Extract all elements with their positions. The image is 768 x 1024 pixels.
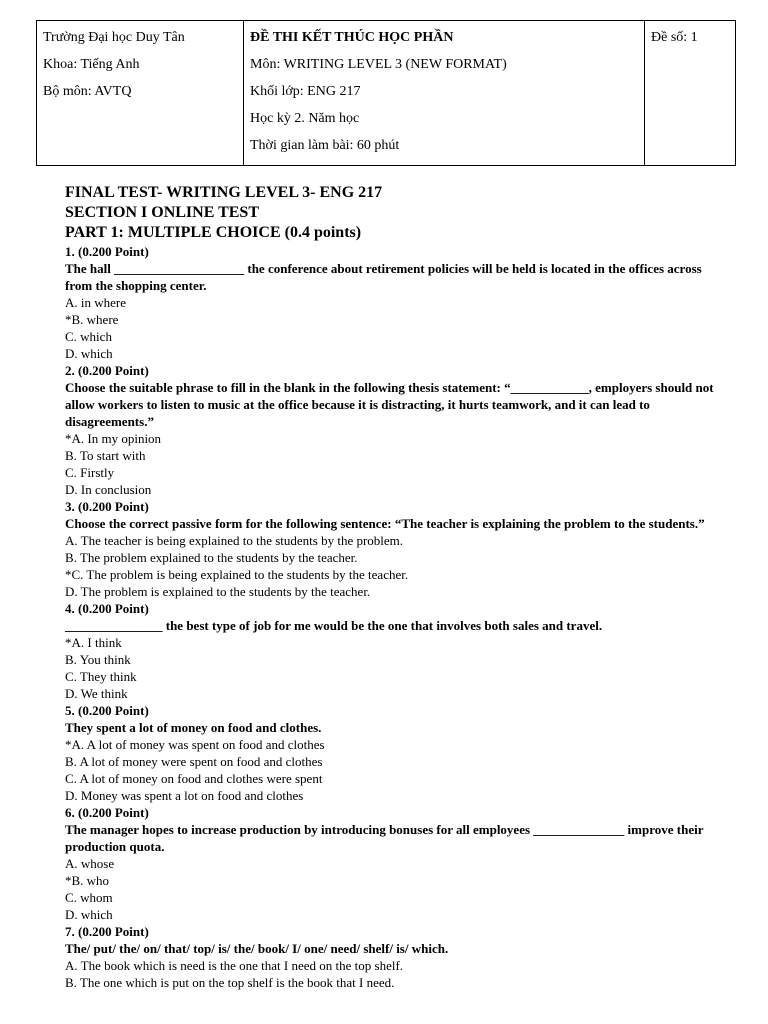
answer-option: B. The one which is put on the top shelf is the book that I need.: [65, 975, 395, 990]
exam-info-cell: [244, 21, 645, 166]
answer-option: *A. I think: [65, 635, 122, 650]
answer-option: *B. where: [65, 312, 119, 327]
exam-code: Đề số: 1: [651, 30, 698, 45]
question-number: 1. (0.200 Point): [65, 244, 149, 259]
answer-option: B. To start with: [65, 448, 146, 463]
institution-cell: [37, 21, 244, 166]
question-2: [65, 362, 725, 498]
answer-option: A. whose: [65, 856, 115, 871]
semester-line: Học kỳ 2. Năm học: [250, 111, 360, 126]
answer-option: A. The teacher is being explained to the students by the problem.: [65, 533, 404, 548]
question-text: They spent a lot of money on food and clothes.: [65, 720, 322, 735]
question-3: [65, 498, 725, 600]
faculty-name: Khoa: Tiếng Anh: [43, 57, 140, 72]
answer-option: D. In conclusion: [65, 482, 152, 497]
question-text: The/ put/ the/ on/ that/ top/ is/ the/ book/ I/ one/ need/ shelf/ is/ which.: [65, 941, 449, 956]
test-title: FINAL TEST- WRITING LEVEL 3- ENG 217: [65, 184, 383, 201]
department-name: Bộ môn: AVTQ: [43, 84, 132, 99]
question-number: 3. (0.200 Point): [65, 499, 149, 514]
answer-option: C. Firstly: [65, 465, 115, 480]
question-4: [65, 600, 725, 702]
exam-content: [65, 183, 725, 991]
exam-header-table: [36, 20, 736, 166]
answer-option: B. The problem explained to the students by the teacher.: [65, 550, 358, 565]
answer-option: *B. who: [65, 873, 110, 888]
answer-option: *C. The problem is being explained to the students by the teacher.: [65, 567, 409, 582]
answer-option: C. They think: [65, 669, 137, 684]
answer-option: C. which: [65, 329, 112, 344]
answer-option: D. which: [65, 346, 113, 361]
answer-option: A. in where: [65, 295, 127, 310]
question-number: 2. (0.200 Point): [65, 363, 149, 378]
answer-option: C. A lot of money on food and clothes were spent: [65, 771, 323, 786]
question-text: _______________ the best type of job for me would be the one that involves both sales and travel.: [65, 618, 603, 633]
answer-option: *A. A lot of money was spent on food and clothes: [65, 737, 325, 752]
answer-option: C. whom: [65, 890, 113, 905]
answer-option: *A. In my opinion: [65, 431, 162, 446]
question-text: Choose the suitable phrase to fill in the blank in the following thesis statement: “____________, employers should not allow workers to listen to music at the office because it is distracting, it hurts teamwork, and it can lead to disagreements.”: [65, 380, 714, 429]
question-1: [65, 243, 725, 362]
answer-option: B. You think: [65, 652, 131, 667]
answer-option: B. A lot of money were spent on food and clothes: [65, 754, 323, 769]
question-number: 5. (0.200 Point): [65, 703, 149, 718]
question-5: [65, 702, 725, 804]
exam-code-cell: [645, 21, 736, 166]
answer-option: D. Money was spent a lot on food and clothes: [65, 788, 304, 803]
question-text: The manager hopes to increase production by introducing bonuses for all employees ______________ improve their production quota.: [65, 822, 704, 854]
class-line: Khối lớp: ENG 217: [250, 84, 361, 99]
answer-option: D. We think: [65, 686, 128, 701]
question-number: 6. (0.200 Point): [65, 805, 149, 820]
question-text: The hall ____________________ the conference about retirement policies will be held is located in the offices across from the shopping center.: [65, 261, 702, 293]
question-7: [65, 923, 725, 991]
duration-line: Thời gian làm bài: 60 phút: [250, 138, 400, 153]
section-title: SECTION I ONLINE TEST: [65, 204, 259, 221]
answer-option: D. The problem is explained to the students by the teacher.: [65, 584, 371, 599]
exam-heading: ĐỀ THI KẾT THÚC HỌC PHẦN: [250, 30, 454, 45]
answer-option: A. The book which is need is the one that I need on the top shelf.: [65, 958, 404, 973]
question-6: [65, 804, 725, 923]
question-text: Choose the correct passive form for the following sentence: “The teacher is explaining the problem to the students.”: [65, 516, 705, 531]
part-title: PART 1: MULTIPLE CHOICE (0.4 points): [65, 224, 362, 241]
university-name: Trường Đại học Duy Tân: [43, 30, 185, 45]
question-number: 4. (0.200 Point): [65, 601, 149, 616]
answer-option: D. which: [65, 907, 113, 922]
question-number: 7. (0.200 Point): [65, 924, 149, 939]
subject-line: Môn: WRITING LEVEL 3 (NEW FORMAT): [250, 57, 507, 72]
